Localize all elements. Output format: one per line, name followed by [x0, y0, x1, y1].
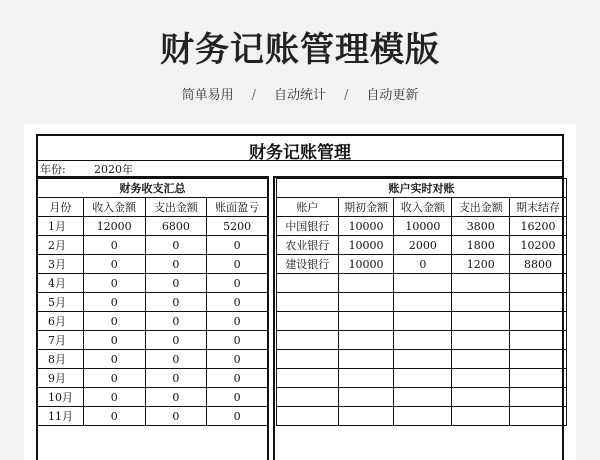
table-row	[38, 236, 268, 255]
table-cell[interactable]: 16200	[510, 217, 567, 236]
table-cell[interactable]: 0	[145, 369, 207, 388]
table-cell[interactable]	[394, 274, 452, 293]
table-row	[38, 274, 268, 293]
separator: /	[251, 88, 256, 103]
table-cell[interactable]: 1800	[452, 236, 510, 255]
column-header: 账户	[277, 198, 339, 217]
table-cell[interactable]: 0	[83, 331, 145, 350]
sheet-title: 财务记账管理	[249, 143, 351, 163]
column-header: 期初金额	[338, 198, 394, 217]
table-cell[interactable]	[394, 407, 452, 426]
table-cell[interactable]: 7月	[38, 331, 84, 350]
table-cell[interactable]: 10200	[510, 236, 567, 255]
table-cell[interactable]	[510, 369, 567, 388]
table-cell[interactable]	[277, 293, 339, 312]
table-cell[interactable]: 0	[207, 369, 268, 388]
table-row	[38, 255, 268, 274]
table-cell[interactable]	[510, 293, 567, 312]
table-cell[interactable]: 0	[145, 312, 207, 331]
accounts-table	[276, 178, 567, 426]
table-row	[277, 236, 567, 255]
table-divider	[267, 176, 275, 460]
table-cell[interactable]: 10000	[338, 217, 394, 236]
table-cell[interactable]: 0	[145, 350, 207, 369]
table-cell[interactable]: 0	[145, 293, 207, 312]
table-row	[277, 255, 567, 274]
table-row	[38, 388, 268, 407]
table-cell[interactable]: 中国银行	[277, 217, 339, 236]
table-cell[interactable]: 1月	[38, 217, 84, 236]
table-cell[interactable]	[394, 293, 452, 312]
table-cell[interactable]: 12000	[83, 217, 145, 236]
column-header: 收入金额	[83, 198, 145, 217]
table-cell[interactable]: 2000	[394, 236, 452, 255]
table-cell[interactable]: 0	[83, 236, 145, 255]
table-row	[277, 331, 567, 350]
table-cell[interactable]	[277, 274, 339, 293]
summary-group-title: 财务收支汇总	[38, 179, 268, 198]
table-cell[interactable]	[510, 274, 567, 293]
table-cell[interactable]: 0	[207, 331, 268, 350]
table-cell[interactable]	[510, 350, 567, 369]
table-row	[277, 217, 567, 236]
table-cell[interactable]: 0	[145, 407, 207, 426]
table-cell[interactable]: 10月	[38, 388, 84, 407]
table-cell[interactable]: 0	[83, 388, 145, 407]
table-cell[interactable]: 0	[145, 236, 207, 255]
table-cell[interactable]: 5月	[38, 293, 84, 312]
table-cell[interactable]	[338, 407, 394, 426]
table-cell[interactable]: 0	[83, 407, 145, 426]
table-cell[interactable]	[277, 407, 339, 426]
feature-auto-update: 自动更新	[366, 88, 419, 103]
page-title: 财务记账管理模版	[160, 30, 440, 70]
table-cell[interactable]	[394, 312, 452, 331]
table-cell[interactable]	[452, 369, 510, 388]
table-cell[interactable]: 3800	[452, 217, 510, 236]
table-row	[277, 388, 567, 407]
table-cell[interactable]: 0	[83, 312, 145, 331]
table-cell[interactable]: 建设银行	[277, 255, 339, 274]
table-cell[interactable]: 0	[83, 274, 145, 293]
year-value: 2020年	[94, 163, 133, 176]
table-cell[interactable]: 0	[207, 312, 268, 331]
table-cell[interactable]: 0	[207, 350, 268, 369]
table-cell[interactable]	[338, 331, 394, 350]
column-header: 支出金额	[145, 198, 207, 217]
table-row	[38, 312, 268, 331]
table-cell[interactable]	[277, 369, 339, 388]
table-cell[interactable]: 农业银行	[277, 236, 339, 255]
table-row	[277, 274, 567, 293]
table-cell[interactable]	[277, 350, 339, 369]
table-cell[interactable]	[338, 312, 394, 331]
table-cell[interactable]	[452, 312, 510, 331]
separator: /	[344, 88, 349, 103]
table-cell[interactable]: 11月	[38, 407, 84, 426]
table-cell[interactable]: 0	[145, 255, 207, 274]
table-cell[interactable]	[452, 350, 510, 369]
year-label: 年份:	[40, 163, 66, 176]
table-cell[interactable]	[338, 274, 394, 293]
table-cell[interactable]: 0	[207, 293, 268, 312]
feature-list	[0, 84, 600, 103]
table-cell[interactable]: 0	[83, 350, 145, 369]
table-cell[interactable]	[338, 388, 394, 407]
table-row	[38, 369, 268, 388]
table-cell[interactable]: 4月	[38, 274, 84, 293]
table-cell[interactable]	[394, 369, 452, 388]
table-cell[interactable]: 10000	[338, 236, 394, 255]
table-cell[interactable]: 9月	[38, 369, 84, 388]
table-cell[interactable]: 0	[207, 236, 268, 255]
column-header: 支出金额	[452, 198, 510, 217]
table-cell[interactable]: 8800	[510, 255, 567, 274]
table-row	[277, 407, 567, 426]
table-row	[38, 293, 268, 312]
table-cell[interactable]	[338, 369, 394, 388]
table-row	[38, 350, 268, 369]
table-row	[38, 217, 268, 236]
table-cell[interactable]: 0	[207, 407, 268, 426]
column-header: 账面盈亏	[207, 198, 268, 217]
table-cell[interactable]	[277, 331, 339, 350]
table-cell[interactable]	[510, 407, 567, 426]
table-cell[interactable]	[452, 331, 510, 350]
table-cell[interactable]: 0	[145, 331, 207, 350]
table-cell[interactable]: 0	[207, 274, 268, 293]
table-cell[interactable]	[452, 293, 510, 312]
table-row	[277, 293, 567, 312]
table-cell[interactable]: 0	[207, 255, 268, 274]
spreadsheet-preview	[24, 124, 576, 460]
table-cell[interactable]: 0	[83, 293, 145, 312]
table-row	[277, 312, 567, 331]
table-row	[277, 369, 567, 388]
table-cell[interactable]	[452, 407, 510, 426]
column-header: 期末结存	[510, 198, 567, 217]
table-cell[interactable]: 6月	[38, 312, 84, 331]
column-header: 月份	[38, 198, 84, 217]
table-cell[interactable]: 2月	[38, 236, 84, 255]
table-cell[interactable]: 0	[207, 388, 268, 407]
table-cell[interactable]	[338, 350, 394, 369]
table-row	[277, 350, 567, 369]
table-cell[interactable]	[394, 350, 452, 369]
table-cell[interactable]: 0	[145, 388, 207, 407]
table-cell[interactable]: 0	[83, 369, 145, 388]
table-cell[interactable]: 3月	[38, 255, 84, 274]
feature-easy: 简单易用	[181, 88, 234, 103]
table-cell[interactable]: 1200	[452, 255, 510, 274]
table-cell[interactable]	[277, 312, 339, 331]
column-header: 收入金额	[394, 198, 452, 217]
table-cell[interactable]: 6800	[145, 217, 207, 236]
table-row	[38, 331, 268, 350]
table-cell[interactable]	[277, 388, 339, 407]
table-cell[interactable]	[338, 293, 394, 312]
table-cell[interactable]	[452, 274, 510, 293]
table-cell[interactable]	[394, 388, 452, 407]
table-cell[interactable]: 8月	[38, 350, 84, 369]
table-cell[interactable]: 5200	[207, 217, 268, 236]
table-cell[interactable]	[510, 388, 567, 407]
table-cell[interactable]: 10000	[394, 217, 452, 236]
table-cell[interactable]	[510, 331, 567, 350]
table-row	[38, 407, 268, 426]
table-cell[interactable]	[394, 331, 452, 350]
accounts-group-title: 账户实时对账	[277, 179, 567, 198]
table-cell[interactable]: 0	[145, 274, 207, 293]
feature-auto-stats: 自动统计	[273, 88, 326, 103]
table-cell[interactable]: 0	[83, 255, 145, 274]
ledger-frame	[36, 134, 564, 460]
table-cell[interactable]: 0	[394, 255, 452, 274]
summary-table	[37, 178, 268, 426]
table-cell[interactable]	[452, 388, 510, 407]
table-cell[interactable]	[510, 312, 567, 331]
table-cell[interactable]: 10000	[338, 255, 394, 274]
